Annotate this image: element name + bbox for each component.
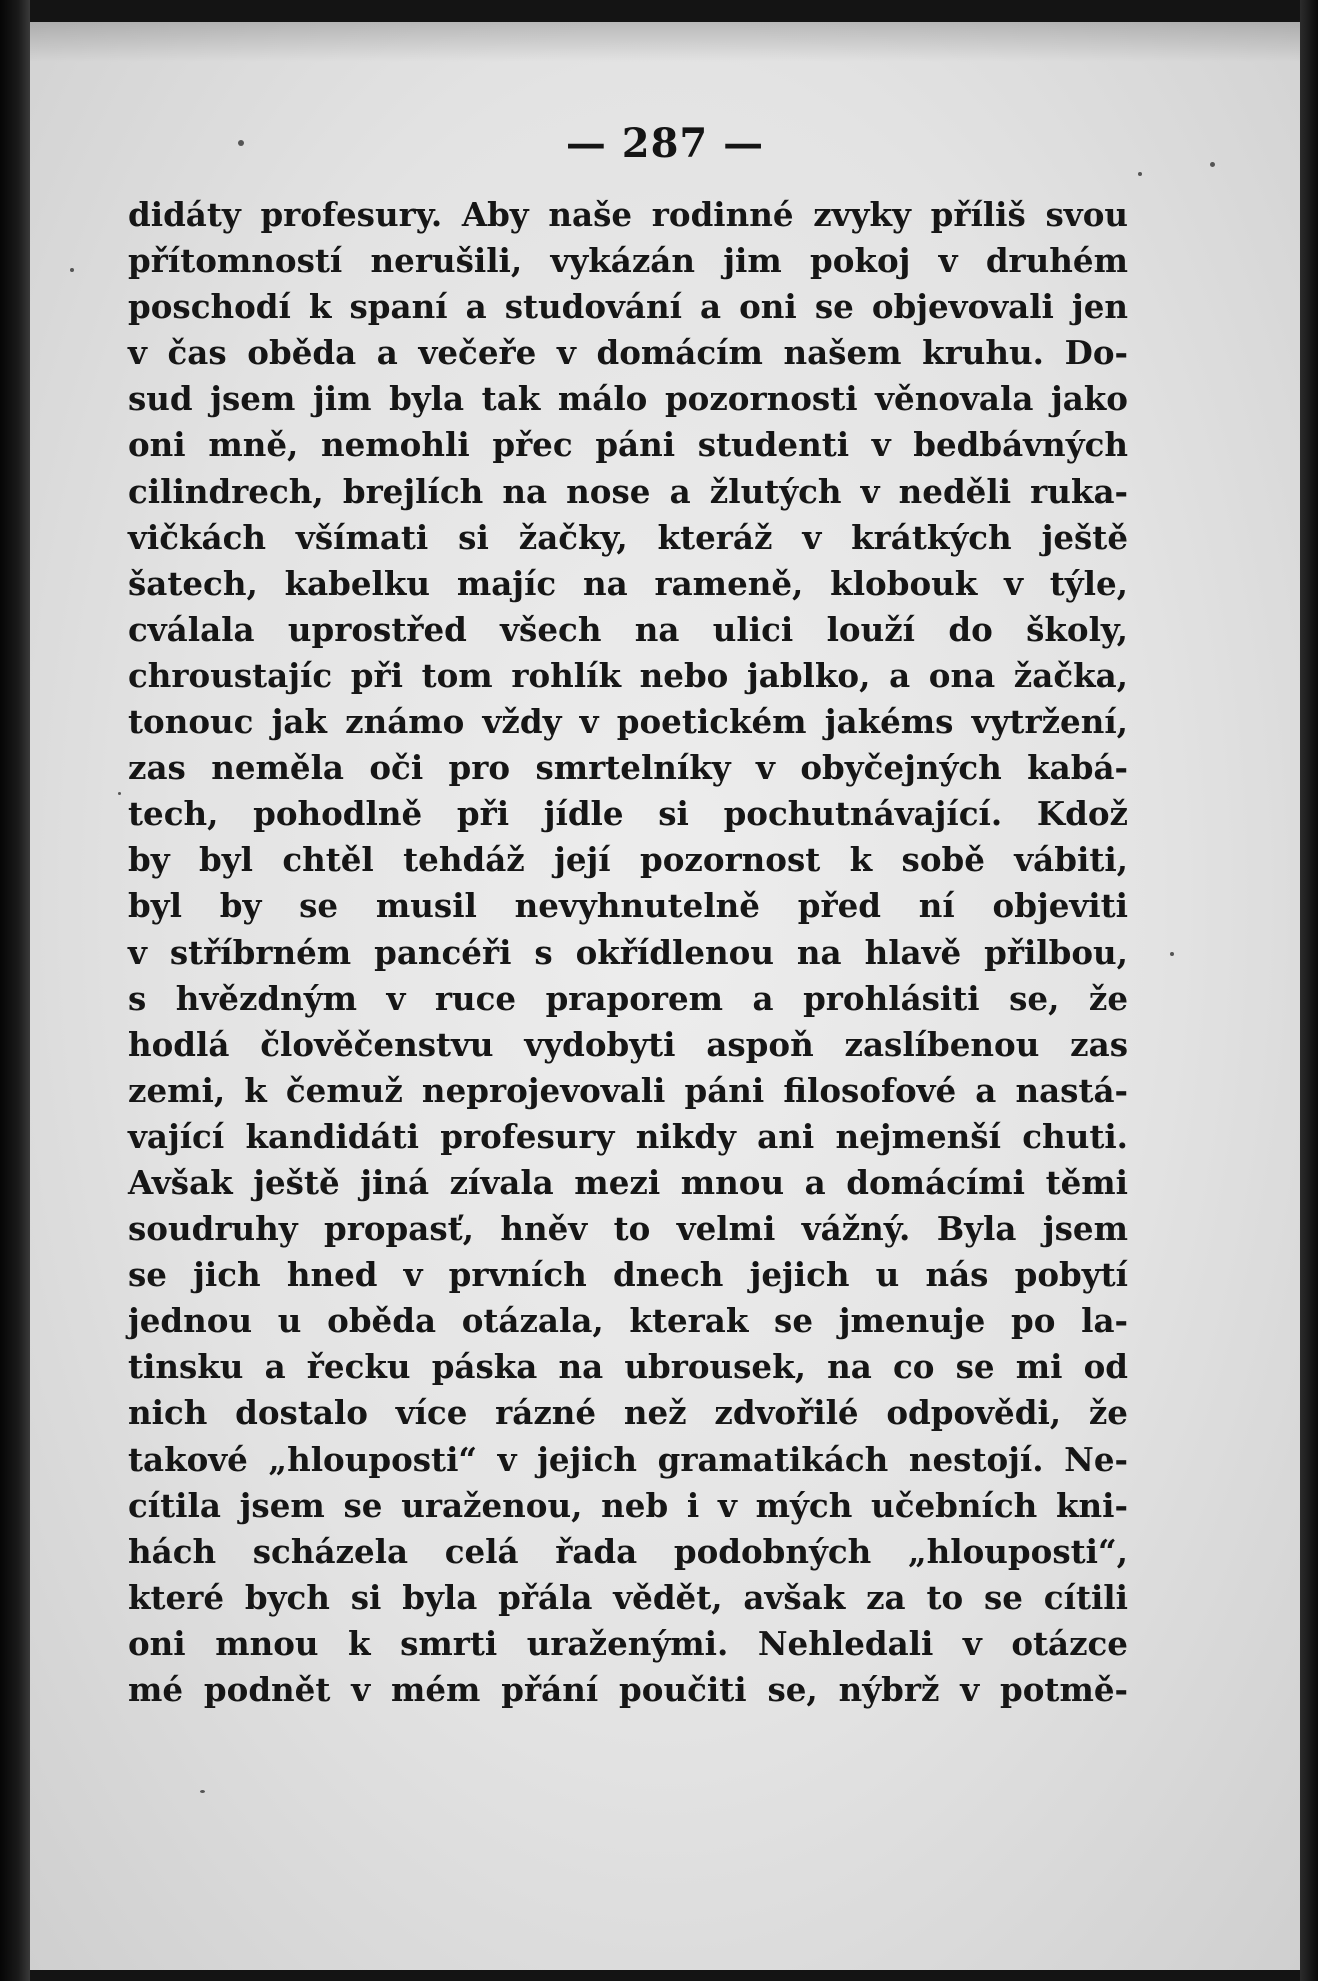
page-shadow xyxy=(30,22,1300,62)
text-line: zemi, k čemuž neprojevovali páni filosofové a nastá- xyxy=(128,1070,1128,1110)
text-line: chroustajíc při tom rohlík nebo jablko, a ona žačka, xyxy=(128,655,1128,695)
text-line: které bych si byla přála vědět, avšak za to se cítili xyxy=(128,1577,1128,1617)
text-line: v čas oběda a večeře v domácím našem kruhu. Do- xyxy=(128,333,1128,373)
text-line: oni mně, nemohli přec páni studenti v bedbávných xyxy=(128,425,1128,465)
text-line: tech, pohodlně při jídle si pochutnávající. Kdož xyxy=(128,794,1128,834)
page-number: — 287 — xyxy=(565,120,765,167)
text-line: didáty profesury. Aby naše rodinné zvyky příliš svou xyxy=(128,195,1128,234)
text-line: jednou u oběda otázala, kterak se jmenuje po la- xyxy=(128,1301,1128,1341)
text-line: cítila jsem se uraženou, neb i v mých učebních kni- xyxy=(128,1485,1128,1525)
text-line: poschodí k spaní a studování a oni se objevovali jen xyxy=(128,287,1128,327)
dust-speck xyxy=(70,268,74,272)
text-line: v stříbrném pancéři s okřídlenou na hlavě přilbou, xyxy=(128,932,1128,972)
text-line: tinsku a řecku páska na ubrousek, na co se mi od xyxy=(128,1347,1128,1387)
dust-speck xyxy=(118,792,121,795)
dust-speck xyxy=(1170,952,1174,956)
text-line: tonouc jak známo vždy v poetickém jakéms vytržení, xyxy=(128,702,1128,742)
text-line: vičkách všímati si žačky, kteráž v krátkých ještě xyxy=(128,517,1128,557)
text-line: s hvězdným v ruce praporem a prohlásiti se, že xyxy=(128,978,1128,1018)
text-line: přítomností nerušili, vykázán jim pokoj v druhém xyxy=(128,241,1128,281)
dust-speck xyxy=(200,1790,205,1793)
text-line: cilindrech, brejlích na nose a žlutých v neděli ruka- xyxy=(128,471,1128,511)
text-line: takové „hlouposti“ v jejich gramatikách nestojí. Ne- xyxy=(128,1439,1128,1479)
text-line: by byl chtěl tehdáž její pozornost k sobě vábiti, xyxy=(128,840,1128,880)
text-line: byl by se musil nevyhnutelně před ní objeviti xyxy=(128,886,1128,926)
binding-edge xyxy=(0,0,30,1981)
text-line: soudruhy propasť, hněv to velmi vážný. Byla jsem xyxy=(128,1209,1128,1249)
dust-speck xyxy=(1138,172,1142,176)
text-line: šatech, kabelku majíc na rameně, klobouk v týle, xyxy=(128,563,1128,603)
text-line: Avšak ještě jiná zívala mezi mnou a domácími těmi xyxy=(128,1162,1128,1202)
text-line: oni mnou k smrti uraženými. Nehledali v otázce xyxy=(128,1623,1128,1663)
text-line: cválala uprostřed všech na ulici louží do školy, xyxy=(128,609,1128,649)
body-text xyxy=(128,192,1128,1713)
text-line: nich dostalo více rázné než zdvořilé odpovědi, že xyxy=(128,1393,1128,1433)
text-line: hodlá člověčenstvu vydobyti aspoň zaslíbenou zas xyxy=(128,1024,1128,1064)
text-line: mé podnět v mém přání poučiti se, nýbrž v potmě- xyxy=(128,1670,1128,1709)
text-line: vající kandidáti profesury nikdy ani nejmenší chuti. xyxy=(128,1116,1128,1156)
text-line: se jich hned v prvních dnech jejich u nás pobytí xyxy=(128,1255,1128,1295)
text-line: zas neměla oči pro smrtelníky v obyčejných kabá- xyxy=(128,748,1128,788)
scan-border xyxy=(1300,0,1318,1981)
text-line: sud jsem jim byla tak málo pozornosti věnovala jako xyxy=(128,379,1128,419)
text-line: hách scházela celá řada podobných „hlouposti“, xyxy=(128,1531,1128,1571)
